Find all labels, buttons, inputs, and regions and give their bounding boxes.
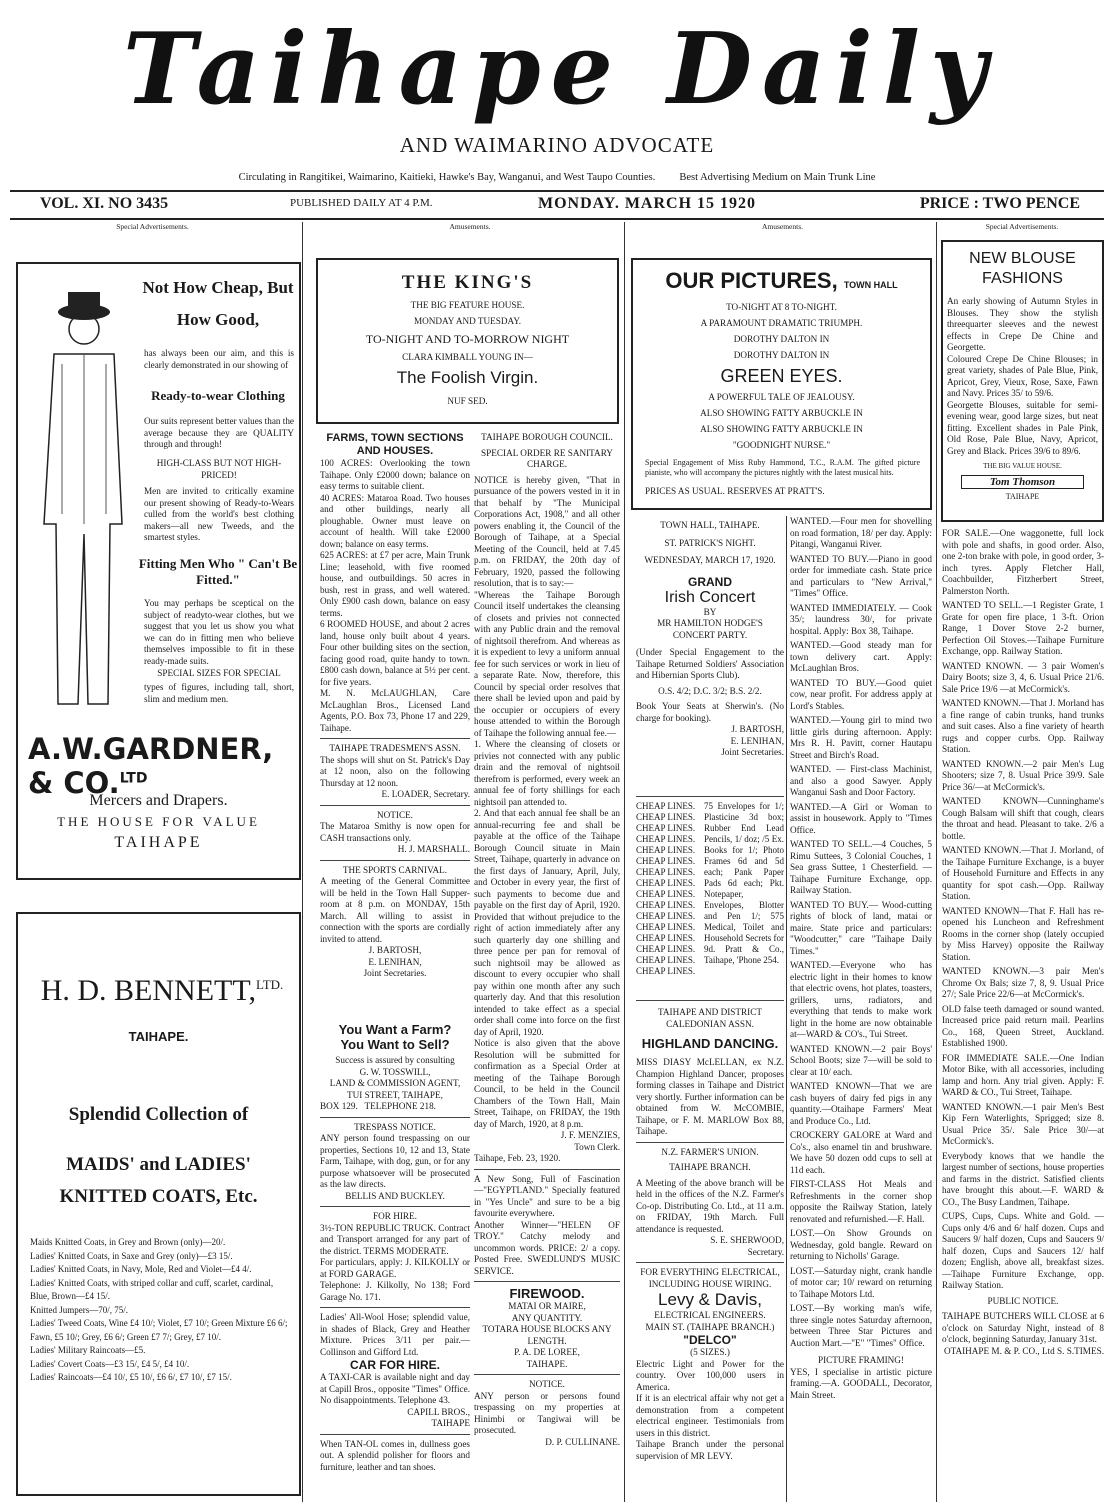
farm-text: Ladies' All-Wool Hose; splendid value, in shades of Black, Grey and Heather Mixture. Prices 3/11 per pair.—Collinson and Gifford Ltd. bbox=[320, 1312, 470, 1357]
borough-heading: SPECIAL ORDER RE SANITARY CHARGE. bbox=[481, 447, 613, 469]
notice-heading: NOTICE. bbox=[529, 1379, 565, 1389]
wanted-ad: WANTED.—Four men for shovelling on road formation, 18/ per day. Apply: Pitangi, Wanganui River. bbox=[790, 516, 932, 549]
pictures-line: Special Engagement of Miss Ruby Hammond, T.C., R.A.M. The gifted picture pianiste, who will accompany the pictures nightly with the latest musical hits. bbox=[645, 458, 920, 477]
farm-text: Success is assured by consulting bbox=[335, 1055, 455, 1065]
wanted-ad: WANTED KNOWN—That we are cash buyers of dairy fed pigs in any quantity.—Otaihape Farmers' Meat and Produce Co., Ltd. bbox=[790, 1081, 932, 1126]
signature: OTAIHAPE M. & P. CO., Ltd S. S.TIMES. bbox=[943, 1345, 1104, 1356]
cheap-label: CHEAP LINES. bbox=[636, 867, 696, 877]
borough-text: "Whereas the Taihape Borough Council itself undertakes the cleansing of closets and privies not connected with any Public drain and the removal of nightsoil therefrom. And whereas as it is expedient to levy a uniform annual fee for such services or work in lieu of a separate Rate. Now, therefore, this Council by special order resolves that there shall be levied upon and paid by the occupier or occupiers of every house attended to within the Borough of Taihape the following annual fee.— bbox=[474, 589, 620, 738]
delco-heading: "DELCO" bbox=[683, 1333, 737, 1347]
cheap-lines-ad bbox=[636, 796, 784, 993]
gardner-text: has always been our aim, and this is clearly demonstrated in our showing of bbox=[144, 348, 294, 370]
gardner-headline2: How Good, bbox=[176, 310, 260, 329]
farms-column bbox=[320, 432, 470, 1012]
cheap-label: CHEAP LINES. bbox=[636, 922, 696, 932]
song-text: A New Song, Full of Fascination—"EGYPTLAND." Specially featured in "Yes Uncle" and sure to be a big favourite everywhere. bbox=[474, 1173, 620, 1218]
section-label: Amusements. bbox=[449, 222, 491, 231]
classified-ad: CUPS, Cups, Cups. White and Gold. —Cups only 4/6 and 6/ half dozen. Cups and Saucers 9/ half dozen, Cups and Saucers 9/ half dozen, Cups and Saucers 12/ half dozen; English, above all, breakfast sizes.—Taihape Furniture Exchange, opp. Railway Station. bbox=[942, 1211, 1104, 1290]
bennett-headline: Splendid Collection of bbox=[68, 1104, 249, 1125]
wanted-ad: WANTED TO BUY.—Good quiet cow, near profit. For address apply at Lord's Stables. bbox=[790, 677, 932, 711]
caledonian-heading: TAIHAPE AND DISTRICT CALEDONIAN ASSN. bbox=[658, 1007, 762, 1029]
cheap-label: CHEAP LINES. bbox=[636, 911, 696, 921]
highland-heading: HIGHLAND DANCING. bbox=[641, 1036, 779, 1051]
farm-text: For particulars, apply: J. KILKOLLY or at FORD GARAGE. bbox=[320, 1257, 470, 1279]
borough-column bbox=[474, 432, 620, 1500]
blouse-heading: FASHIONS bbox=[982, 270, 1063, 287]
gardner-ltd: LTD bbox=[119, 770, 148, 787]
farms-text: 100 ACRES: Overlooking the town Taihape. Only £2000 down; balance on easy terms to suitable client. bbox=[320, 458, 470, 491]
list-item: Knitted Jumpers—70/, 75/. bbox=[30, 1304, 128, 1315]
gardner-text: Our suits represent better values than the average because they are QUALITY through and through! bbox=[144, 416, 294, 449]
signature: J. BARTOSH, bbox=[368, 945, 422, 955]
wanted-ad: CROCKERY GALORE at Ward and Co's., also enamel tin and brushware. We have 50 dozen odd cups to sell at 11d each. bbox=[790, 1130, 932, 1175]
list-item: Ladies' Raincoats—£4 10/, £5 10/, £6 6/, £7 10/, £7 15/. bbox=[30, 1372, 232, 1382]
kings-line: TO-NIGHT AND TO-MORROW NIGHT bbox=[365, 332, 570, 346]
pictures-feature: GREEN EYES. bbox=[720, 366, 843, 386]
classified-ad: WANTED KNOWN—Cunninghame's Cough Balsam will shift that cough, clears the throat and head. Pleasant to take. 2/6 a bottle. bbox=[942, 796, 1104, 841]
firewood-text: MATAI OR MAIRE, bbox=[508, 1301, 586, 1311]
gardner-headline: Not How Cheap, But bbox=[142, 278, 294, 297]
pictures-line: ALSO SHOWING FATTY ARBUCKLE IN bbox=[700, 424, 863, 434]
caledonian-text: MISS DIASY McLELLAN, ex N.Z. Champion Highland Dancer, proposes forming classes in Taihape and District very shortly. Further information can be obtained from W. McCOMBIE, Taihape, or F. M. MARLOW Box 88, Taihape. bbox=[636, 1057, 784, 1136]
farm-box: BOX 129. bbox=[320, 1101, 358, 1111]
cheap-label: CHEAP LINES. bbox=[636, 944, 696, 954]
blouse-body bbox=[947, 296, 1098, 502]
blouse-text: Coloured Crepe De Chine Blouses; in great variety, shades of Pale Blue, Pink, Apricot, Grey, Vieux, Rose, Saxe, Fawn and Navy. Prices 35/ to 59/6. bbox=[947, 353, 1098, 398]
classified-ad: OLD false teeth damaged or sound wanted. Increased price paid return mail. Pearlins Co., 168, Queen Street, Auckland. Established 1900. bbox=[942, 1003, 1104, 1048]
cheap-label: CHEAP LINES. bbox=[636, 966, 696, 976]
notice-text: ANY person or persons found trespassing on my properties at Hinimbi or Tangiwai will be prosecuted. bbox=[474, 1390, 620, 1435]
bennett-name bbox=[22, 974, 301, 1008]
gardner-ad bbox=[16, 262, 301, 880]
bennett-ad bbox=[16, 912, 301, 1496]
classified-ad: WANTED KNOWN.—3 pair Men's Chrome Ox Bals; size 7, 8, 9. Usual Price 27/; Sale Price 22/6—at McCormick's. bbox=[942, 966, 1104, 999]
pictures-line: "GOODNIGHT NURSE." bbox=[732, 440, 831, 450]
pictures-hall: TOWN HALL bbox=[843, 280, 898, 290]
cheap-label: CHEAP LINES. bbox=[636, 933, 696, 943]
firewood-heading: FIREWOOD. bbox=[509, 1286, 585, 1301]
farm-text: TUI STREET, TAIHAPE, bbox=[347, 1089, 443, 1100]
column-rule bbox=[786, 516, 787, 1502]
farm-agent-column bbox=[320, 1022, 470, 1500]
blouse-text: An early showing of Autumn Styles in Blouses. They show the stylish threequarter sleeves and the newest effects in Crepe De Chine and Georgette. bbox=[947, 296, 1098, 352]
volume-number: VOL. XI. NO 3435 bbox=[40, 195, 169, 212]
price: PRICE : TWO PENCE bbox=[919, 195, 1080, 212]
borough-heading: TAIHAPE BOROUGH COUNCIL. bbox=[481, 432, 613, 442]
bennett-headline: MAIDS' and LADIES' bbox=[66, 1154, 251, 1175]
electrical-text: MAIN ST. (TAIHAPE BRANCH.) bbox=[645, 1321, 775, 1332]
list-item: Ladies' Covert Coats—£3 15/, £4 5/, £4 10/. bbox=[30, 1358, 190, 1369]
borough-text: NOTICE is hereby given, "That in pursuance of the powers vested in it in that behalf by "The Municipal Corporations Act, 1908," and all other powers enabling it, the Council of the Borough of Taihape, at a Special Meeting of the Council, held at 7.45 p.m. on FRIDAY, the 20th day of February, 1920, passed the following resolution, that is to say:— bbox=[474, 474, 620, 588]
concert-line: BY bbox=[703, 606, 717, 617]
classified-ad: FOR IMMEDIATE SALE.—One Indian Motor Bike, with all accessories, including lamp and horn. Any trial given. Apply: F. WARD & CO., Tui Street, Taihape. bbox=[942, 1052, 1104, 1097]
signature: D. P. CULLINANE. bbox=[545, 1436, 620, 1447]
gardner-subhead: Ready-to-wear Clothing bbox=[151, 388, 285, 403]
signature: Joint Secretaries. bbox=[363, 968, 427, 978]
classified-ad: WANTED KNOWN.—2 pair Men's Lug Shooters; size 7, 8. Usual Price 39/9. Sale Price 36/—at McCormick's. bbox=[942, 758, 1104, 792]
caledonian-column bbox=[636, 1000, 784, 1501]
wanted-ad: WANTED TO BUY.— Wood-cutting rights of block of land, matai or maire. State price and particulars: "Woodcutter," care "Taihape Daily Times." bbox=[790, 899, 932, 956]
concert-line: WEDNESDAY, MARCH 17, 1920. bbox=[644, 555, 776, 565]
wanted-ad: WANTED TO SELL.—4 Couches, 5 Rimu Suttees, 3 Colonial Couches, 1 Sea grass Suttee, 1 Chesterfield. — Taihape Furniture Exchange, opp. Railway Station. bbox=[790, 839, 932, 895]
cheap-label: CHEAP LINES. bbox=[636, 801, 696, 811]
firewood-text: ANY QUANTITY. bbox=[511, 1312, 583, 1323]
wanted-ad: WANTED KNOWN.—2 pair Boys' School Boots; size 7—will be sold to clear at 10/ each. bbox=[790, 1043, 932, 1077]
pictures-line: ALSO SHOWING FATTY ARBUCKLE IN bbox=[700, 408, 863, 418]
farms-text: The shops will shut on St. Patrick's Day at 12 noon, also on the following Thursday at 12 noon. bbox=[320, 754, 470, 788]
gardner-name-text: A.W.GARDNER, & CO. bbox=[28, 732, 274, 800]
cheap-label: CHEAP LINES. bbox=[636, 812, 696, 822]
farm-text: G. W. TOSSWILL, bbox=[359, 1066, 431, 1077]
pictures-line: A PARAMOUNT DRAMATIC TRIUMPH. bbox=[700, 318, 863, 328]
column-rule bbox=[936, 222, 937, 1502]
pictures-line: DOROTHY DALTON IN bbox=[733, 334, 830, 344]
farm-text bbox=[320, 1101, 470, 1113]
bennett-items bbox=[30, 1236, 292, 1385]
classified-ad: Everybody knows that we handle the largest number of sections, house properties and farms in the district. Satisfied clients have brought this about.—F. WARD & CO., The Busy Landmen, Taihape. bbox=[942, 1150, 1104, 1207]
concert-line: TOWN HALL, TAIHAPE. bbox=[660, 520, 760, 530]
column-rule bbox=[624, 222, 625, 1502]
list-item: Ladies' Knitted Coats, with striped collar and cuff, scarlet, cardinal, Blue, Brown—£4 15/. bbox=[30, 1277, 274, 1301]
classified-ad: WANTED KNOWN.—1 pair Men's Best Kip Fern Waterlights, Sprigged; size 8. Usual Price 35/. Sale Price 30/—at McCormick's. bbox=[942, 1101, 1104, 1146]
notice-heading: NOTICE. bbox=[377, 809, 413, 820]
union-heading: N.Z. FARMER'S UNION. bbox=[661, 1146, 759, 1157]
wanted-ad: WANTED.—Young girl to mind two little girls during afternoon. Apply: Mrs R. H. Pavitt, corner Hautapu Street and Birch's Road. bbox=[790, 715, 932, 760]
wanted-ad: LOST.—On Show Grounds on Wednesday, gold bangle. Reward on returning to Nicholls' Garage. bbox=[790, 1228, 932, 1261]
gardner-line: TAIHAPE bbox=[114, 834, 203, 851]
cheap-label: CHEAP LINES. bbox=[636, 889, 696, 899]
bennett-name-text: H. D. BENNETT, bbox=[40, 974, 256, 1007]
signature: E. LENIHAN, bbox=[730, 735, 784, 746]
concert-ad bbox=[636, 520, 784, 790]
wanted-ad: WANTED.—A Girl or Woman to assist in housework. Apply to "Times Office. bbox=[790, 801, 932, 835]
gardner-line: THE HOUSE FOR VALUE bbox=[57, 814, 260, 829]
classified-ad: WANTED KNOWN—That F. Hall has re-opened his Luncheon and Refreshment Rooms in the corner shop (lately occupied by Miss Harvey) opposite the Railway Station. bbox=[942, 905, 1104, 962]
list-item: Ladies' Knitted Coats, in Navy, Mole, Red and Violet—£4 4/. bbox=[30, 1264, 252, 1274]
blouse-text: THE BIG VALUE HOUSE. bbox=[983, 462, 1062, 470]
section-label: Special Advertisements. bbox=[985, 222, 1059, 231]
public-notice-heading: PUBLIC NOTICE. bbox=[987, 1295, 1059, 1306]
kings-ad bbox=[316, 258, 619, 424]
masthead-subtitle: AND WAIMARINO ADVOCATE bbox=[399, 133, 715, 157]
pictures-title-text: OUR PICTURES, bbox=[665, 268, 838, 293]
gardner-text: HIGH-CLASS BUT NOT HIGH-PRICED! bbox=[156, 458, 282, 480]
electrical-text: FOR EVERYTHING ELECTRICAL, INCLUDING HOUSE WIRING. bbox=[640, 1267, 780, 1289]
bennett-town: TAIHAPE. bbox=[128, 1029, 189, 1044]
gardner-subhead: Fitting Men Who " Can't Be Fitted." bbox=[138, 556, 298, 587]
wanted-ad: WANTED.—Everyone who has electric light in their homes to know that electric ovens, hot plates, toasters, grillers, urns, radiators, and everything that tends to make work light in the home are now obtainable at—WARD & CO's., Tui Street. bbox=[790, 960, 932, 1039]
dateline bbox=[10, 195, 1104, 217]
signature: J. BARTOSH, bbox=[731, 724, 784, 734]
pictures-line: DOROTHY DALTON IN bbox=[733, 350, 830, 360]
concert-grand: GRAND bbox=[688, 574, 732, 589]
electrical-text: If it is an electrical affair why not get a demonstration from a competent electrical engineer. Testimonials from users in this district. bbox=[636, 1393, 784, 1438]
firewood-text: TAIHAPE. bbox=[526, 1358, 568, 1369]
signature: E. LOADER, Secretary. bbox=[381, 789, 470, 799]
signature: Taihape, Feb. 23, 1920. bbox=[474, 1153, 561, 1163]
trespass-heading: TRESPASS NOTICE. bbox=[354, 1121, 436, 1132]
bennett-ltd: LTD. bbox=[255, 977, 284, 992]
signature: BELLIS AND BUCKLEY. bbox=[345, 1190, 445, 1201]
classified-ad: WANTED KNOWN. — 3 pair Women's Dairy Boots; size 3, 4, 6. Usual Price 21/6. Sale Price 19/6 —at McCormick's. bbox=[942, 660, 1104, 694]
list-item: Ladies' Military Raincoats—£5. bbox=[30, 1345, 146, 1355]
firewood-text: TOTARA HOUSE BLOCKS ANY LENGTH. bbox=[482, 1324, 612, 1346]
pictures-ad bbox=[631, 258, 932, 510]
classified-ad: TAIHAPE BUTCHERS WILL CLOSE at 6 o'clock on Saturday Night, instead of 8 o'clock, beginning Saturday, January 31st. bbox=[942, 1311, 1104, 1344]
list-item: Maids Knitted Coats, in Grey and Brown (only)—20/. bbox=[30, 1237, 226, 1247]
section-label: Special Advertisements. bbox=[116, 222, 189, 231]
picture-framing-heading: PICTURE FRAMING! bbox=[817, 1355, 904, 1365]
wanted-ad: YES, I specialise in artistic picture framing.—A. GOODALL, Decorator, Main Street. bbox=[790, 1366, 932, 1400]
farms-text: The Mataroa Smithy is now open for CASH transactions only. bbox=[320, 821, 470, 843]
concert-line: Book Your Seats at Sherwin's. (No charge for booking). bbox=[636, 701, 784, 723]
cheap-lines-labels bbox=[636, 801, 702, 977]
kings-line: THE BIG FEATURE HOUSE. bbox=[410, 300, 525, 310]
signature: E. LENIHAN, bbox=[368, 956, 422, 967]
firewood-text: P. A. DE LOREE, bbox=[514, 1347, 580, 1357]
signature: Joint Secretaries. bbox=[721, 747, 784, 757]
farm-heading: You Want to Sell? bbox=[340, 1037, 450, 1052]
farms-text: 6 ROOMED HOUSE, and about 2 acres land, house only built about 4 years. Four other building sites on the section, facing good road, quite handy to town. £800 cash down, balance at 5½ per cent. for five years. bbox=[320, 619, 470, 687]
signature: Town Clerk. bbox=[574, 1141, 620, 1152]
caledonian-text: A Meeting of the above branch will be held in the offices of the N.Z. Farmer's Co-op. Distributing Co. Ltd., at 11 a.m. on FRIDAY, 19th March. Full attendance is requested. bbox=[636, 1177, 784, 1234]
pictures-line: A POWERFUL TALE OF JEALOUSY. bbox=[708, 392, 855, 402]
cheap-label: CHEAP LINES. bbox=[636, 834, 696, 844]
concert-line: (Under Special Engagement to the Taihape Returned Soldiers' Association and Hibernian Sports Club). bbox=[636, 647, 784, 680]
wanted-ad: FIRST-CLASS Hot Meals and Refreshments in the corner shop opposite the Railway Station, lately renovated and refurnished.—F. Hall. bbox=[790, 1179, 932, 1224]
thomson-logo: Tom Thomson bbox=[961, 475, 1084, 489]
blouse-heading: NEW BLOUSE bbox=[969, 250, 1076, 267]
bennett-headline: KNITTED COATS, Etc. bbox=[59, 1186, 258, 1207]
farm-phone: TELEPHONE 218. bbox=[364, 1101, 436, 1111]
kings-feature: The Foolish Virgin. bbox=[396, 368, 539, 387]
farm-text: A TAXI-CAR is available night and day at Capill Bros., opposite "Times" Office. No disappointments. Telephone 43. bbox=[320, 1372, 470, 1405]
concert-line: MR HAMILTON HODGE'S CONCERT PARTY. bbox=[657, 618, 763, 640]
wanted-ad: WANTED IMMEDIATELY. — Cook 35/; laundress 30/, for private hospital. Apply: Box 38, Taihape. bbox=[790, 602, 932, 636]
divider bbox=[10, 190, 1104, 192]
circulation-line bbox=[0, 172, 1114, 183]
kings-line: CLARA KIMBALL YOUNG IN— bbox=[402, 352, 533, 362]
electrical-text: ELECTRICAL ENGINEERS. bbox=[654, 1310, 766, 1320]
union-heading: TAIHAPE BRANCH. bbox=[669, 1162, 751, 1172]
farm-text: When TAN-OL comes in, dullness goes out. A splendid polisher for floors and furniture, leather and tan shoes. bbox=[320, 1438, 470, 1472]
divider bbox=[10, 218, 1104, 220]
blouse-text: TAIHAPE bbox=[1005, 491, 1040, 501]
list-item: Ladies' Knitted Coats, in Saxe and Grey (only)—£3 15/. bbox=[30, 1250, 233, 1261]
wanted-ad: WANTED.—Good steady man for town delivery cart. Apply: McLaughlan Bros. bbox=[790, 640, 932, 673]
hire-heading: FOR HIRE. bbox=[373, 1211, 417, 1221]
farm-text: ANY person found trespassing on our properties, Sections 10, 12 and 13, State Farm, Taihape, with dog, gun, or for any purpose whatsoever will be prosecuted as the law directs. bbox=[320, 1133, 470, 1189]
gardner-text: You may perhaps be sceptical on the subject of readyto-wear clothes, but we suggest that you let us show you what we can do in fitting men who believe themselves impossible to fit in these ready-made suits. bbox=[144, 598, 294, 666]
column-rule bbox=[302, 222, 303, 1502]
cheap-label: CHEAP LINES. bbox=[636, 823, 696, 833]
blouse-ad bbox=[941, 240, 1104, 522]
borough-text: 1. Where the cleansing of closets or privies not connected with any public drain and the removal of nightsoil therefrom is performed, every week an annual fee of forty shillings for each nightsoil pan attended to. bbox=[474, 739, 620, 807]
concert-line: ST. PATRICK'S NIGHT. bbox=[664, 537, 756, 548]
classified-ad: WANTED KNOWN.—That J. Morland has a fine range of cabin trunks, hand trunks and suit cases. Also a fine variety of hearth rugs and copper curbs. Opp. Railway Station. bbox=[942, 698, 1104, 754]
electrical-text: Electric Light and Power for the country. Over 100,000 users in America. bbox=[636, 1358, 784, 1392]
published-note: PUBLISHED DAILY AT 4 P.M. bbox=[290, 197, 433, 209]
cheap-label: CHEAP LINES. bbox=[636, 878, 696, 888]
borough-text: 2. And that each annual fee shall be an annual-recurring fee and shall be payable at the office of the Taihape Borough Council situate in Main Street, Taihape, quarterly in advance on the first days of January, April, July, and October in every year, the first of such payments to become due and payable on the first day of April, 1920. Provided that without prejudice to the right of action immediately after any such quarterly day one shilling and three pence per pan for removal of such nightsoil may be allowed as discount to every occupier who shall pay within one month after any such quarterly day. And that this resolution intended to take effect as a special order shall come into force on the first day of April, 1920. bbox=[474, 808, 620, 1037]
signature: Secretary. bbox=[747, 1246, 784, 1257]
tradesmen-heading: TAIHAPE TRADESMEN'S ASSN. bbox=[329, 743, 461, 753]
farm-text: Telephone: J. Kilkolly, No 138; Ford Garage No. 171. bbox=[320, 1280, 470, 1302]
kings-line: NUF SED. bbox=[447, 396, 488, 406]
farms-text: A meeting of the General Committee will be held in the Town Hall Supper-room at 8 p.m. on MONDAY, 15th March. All willing to assist in connection with the sports are cordially invited to attend. bbox=[320, 876, 470, 944]
cheap-lines-text: 75 Envelopes for 1/; Plasticine 3d box; Rubber End Lead Pencils, 1/ doz; /5 Ex. Books for 1/; Photo Frames 6d and 5d each; Pank Paper Pads 6d each; Pkt. Notepaper, Envelopes, Blotter and Pen 1/; 575 Medical, Toilet and Household Secrets for 9d. Pratt & Co., Taihape, 'Phone 254. bbox=[704, 801, 784, 965]
farm-text: LAND & COMMISSION AGENT, bbox=[329, 1078, 461, 1088]
cheap-label: CHEAP LINES. bbox=[636, 845, 696, 855]
gardner-line: Mercers and Drapers. bbox=[89, 792, 228, 809]
list-item: Ladies' Tweed Coats, Wine £4 10/; Violet, £7 10/; Green Mixture £6 6/; Fawn, £5 10/; Grey, £6 6/; Green £7 7/; Grey, £7 10/. bbox=[30, 1318, 288, 1342]
circulation-text: Circulating in Rangitikei, Waimarino, Kaitieki, Hawke's Bay, Wanganui, and West Taupo Counties. bbox=[238, 172, 656, 183]
car-hire-heading: CAR FOR HIRE. bbox=[350, 1358, 440, 1372]
kings-line: MONDAY AND TUESDAY. bbox=[413, 316, 522, 326]
issue-date: MONDAY. MARCH 15 1920 bbox=[538, 195, 757, 212]
borough-text: Notice is also given that the above Resolution will be submitted for confirmation as a Special Order at meeting of the Taihape Borough Council, to be held in the Council Chambers of the Town Hall, Main Street, Taihape, on FRIDAY, the 19th day of March, 1920, at 8 p.m. bbox=[474, 1038, 620, 1129]
pictures-title bbox=[633, 268, 930, 294]
best-medium-text: Best Advertising Medium on Main Trunk Line bbox=[679, 172, 876, 183]
pictures-line: PRICES AS USUAL. RESERVES AT PRATT'S. bbox=[645, 486, 825, 496]
cheap-label: CHEAP LINES. bbox=[636, 900, 696, 910]
concert-title: Irish Concert bbox=[664, 588, 756, 606]
pictures-line: TO-NIGHT AT 8 TO-NIGHT. bbox=[726, 302, 837, 312]
gardner-text: types of figures, including tall, short, slim and medium men. bbox=[144, 682, 294, 704]
farms-heading: FARMS, TOWN SECTIONS AND HOUSES. bbox=[326, 432, 464, 457]
signature: S. E. SHERWOOD, bbox=[710, 1235, 784, 1245]
farms-text: 40 ACRES: Mataroa Road. Two houses and other buildings, nearly all ploughable. Owner must leave on account of health. Will take £2000 down; balance on easy terms. bbox=[320, 492, 470, 549]
masthead-title: Taihape Daily bbox=[123, 12, 997, 127]
classified-ad: WANTED KNOWN.—That J. Morland, of the Taihape Furniture Exchange, is a buyer of Household Furniture and Effects in any quantity for spot cash.—Opp. Railway Station. bbox=[942, 845, 1104, 901]
cheap-label: CHEAP LINES. bbox=[636, 955, 696, 965]
signature: H. J. MARSHALL. bbox=[397, 844, 470, 854]
farm-heading: You Want a Farm? bbox=[338, 1022, 452, 1037]
levy-davis-name: Levy & Davis, bbox=[658, 1290, 762, 1309]
gardner-name bbox=[28, 732, 293, 800]
carnival-heading: THE SPORTS CARNIVAL. bbox=[342, 864, 448, 875]
section-label: Amusements. bbox=[761, 222, 804, 231]
wanted-ad: LOST.—Saturday night, crank handle of motor car; 10/ reward on returning to Taihape Motors Ltd. bbox=[790, 1265, 932, 1299]
farms-text: 625 ACRES: at £7 per acre, Main Trunk Line; leasehold, with five roomed house, and outbuildings. 50 acres in bush, rest in grass, and well watered. Only £900 cash down, balance on easy terms. bbox=[320, 550, 470, 618]
electrical-text: (5 SIZES.) bbox=[690, 1347, 730, 1357]
gardner-text: SPECIAL SIZES FOR SPECIAL bbox=[157, 668, 281, 678]
cheap-label: CHEAP LINES. bbox=[636, 856, 696, 866]
wanted-ad: WANTED TO BUY.—Piano in good order for immediate cash. State price and particulars to "New Arrival," "Times" Office. bbox=[790, 553, 932, 598]
gardner-text: Men are invited to critically examine our present showing of Ready-to-Wears culled from the world's best clothing makers—all new Tweeds, and the smartest styles. bbox=[144, 486, 294, 542]
man-illustration bbox=[22, 274, 137, 714]
wanted-ad: LOST.—By working man's wife, three single notes Saturday afternoon, between Three Star Pictures and Auction Mart.—"E" "Times" Office. bbox=[790, 1303, 932, 1348]
wanted-column bbox=[790, 516, 932, 1500]
right-classifieds bbox=[942, 528, 1104, 1500]
classified-ad: FOR SALE.—One waggonette, full lock with pole and shafts, in good order. Also, one 2-ton brake with pole, in good order, 3-inch tyres. Apply Fletcher Hall, Coachbuilder, Fitzherbert Street, Palmerston North. bbox=[942, 528, 1104, 596]
farms-text: M. N. McLAUGHLAN, Care McLaughlan Bros., Licensed Land Agents, P.O. Box 73, Phone 17 and 229, Taihape. bbox=[320, 688, 470, 733]
classified-ad: WANTED TO SELL.—1 Register Grate, 1 Grate for open fire place, 1 3-ft. Orion Range, 1 Dover Stove 2-2 burner, Perfection Oil Stoves.—Taihape Furniture Exchange, opp. Railway Station. bbox=[942, 600, 1104, 656]
farm-text: 3½-TON REPUBLIC TRUCK. Contract and Transport arranged for any part of the district. TERMS MODERATE. bbox=[320, 1222, 470, 1256]
kings-title: THE KING'S bbox=[401, 272, 534, 293]
signature: CAPILL BROS., bbox=[407, 1406, 470, 1417]
song-text: Another Winner—"HELEN OF TROY." Catchy melody and uncommon words. PRICE: 2/ a copy. Posted Free. SWEDLUND'S MUSIC SERVICE. bbox=[474, 1219, 620, 1276]
blouse-text: Georgette Blouses, suitable for semi-evening wear, good large sizes, but neat fitting. Excellent shades in Pale Pink, Old Rose, Pale Blue, Navy, Apricot, Grey and Black. Prices 39/6 to 89/6. bbox=[947, 399, 1098, 456]
electrical-text: Taihape Branch under the personal supervision of MR LEVY. bbox=[636, 1439, 784, 1461]
wanted-ad: WANTED. — First-class Machinist, and also a good Sawyer. Apply Wanganui Sash and Door Factory. bbox=[790, 764, 932, 797]
signature: J. F. MENZIES, bbox=[560, 1130, 620, 1140]
signature: TAIHAPE bbox=[431, 1418, 470, 1428]
concert-line: O.S. 4/2; D.C. 3/2; B.S. 2/2. bbox=[658, 685, 762, 696]
